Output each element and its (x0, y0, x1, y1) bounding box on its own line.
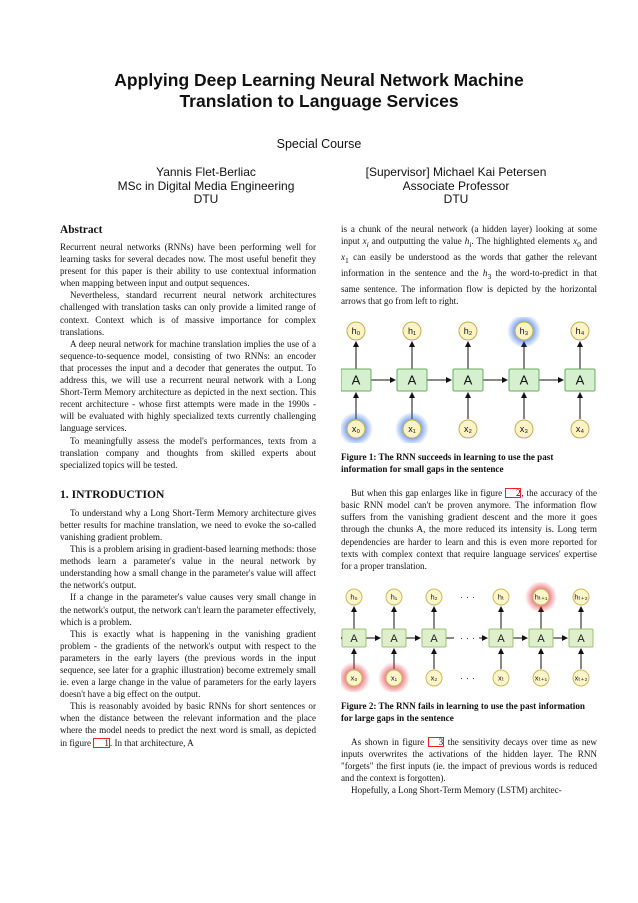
input-node-label: x₄ (575, 424, 585, 435)
output-node-label: h₃ (519, 326, 529, 337)
cell-label: A (519, 372, 529, 388)
cell-label: A (407, 372, 417, 388)
introduction-heading: 1. INTRODUCTION (60, 487, 165, 501)
input-node-label: xₜ₊₁ (534, 673, 548, 683)
right-paragraph-1 (341, 223, 597, 307)
author-block-2 (306, 166, 606, 207)
math-subscript: 3 (487, 271, 492, 281)
intro-paragraph-2: This is a problem arising in gradient-based learning methods: those methods learn a parameter's value in the neural network by understanding how a small change in the parameter's value will affect the network's output. (60, 544, 316, 591)
output-node-label: h₀ (351, 326, 361, 337)
ellipsis-dots: · · · (459, 632, 476, 644)
intro-paragraph-4: This is exactly what is happening in the vanishing gradient problem - the gradients of the network's output with respect to the parameters in the early layers (the previous words in the input sequence, see later for a graphic illustration) become extremely small ie. even a large change in the value of parameters for the early layers doesn't have a big effect on the output. (60, 628, 316, 700)
input-node-label: x₀ (350, 673, 358, 683)
ellipsis-dots: · · · (459, 672, 476, 684)
input-node-label: xₜ (498, 673, 504, 683)
intro-paragraph-5 (60, 700, 316, 748)
author-name: Yannis Flet-Berliac (156, 165, 256, 179)
ellipsis-dots: · · · (459, 591, 476, 603)
body-text: can easily be understood as the words that gather the relevant information in the sentence and the (341, 252, 597, 278)
cell-label: A (537, 632, 545, 645)
body-text: . The highlighted elements (471, 236, 574, 247)
figure-1-reference-link[interactable]: 1 (93, 738, 110, 748)
output-node-label: hₜ (497, 592, 505, 602)
input-node-label: x₂ (430, 673, 438, 683)
math-x: x (362, 236, 367, 247)
author-organization: DTU (443, 192, 469, 206)
author-organization: DTU (193, 192, 219, 206)
rnn-short-gap-diagram (341, 317, 597, 443)
output-node-label: h₀ (350, 592, 358, 602)
body-text: But when this gap enlarges like in figure (351, 488, 505, 499)
output-node-label: h₄ (575, 326, 585, 337)
cell-label: A (463, 372, 473, 388)
abstract-paragraph-3: A deep neural network for machine translation implies the use of a sequence-to-sequence model, consisting of two RNNs: an encoder that processes the input and a decoder that generates the output. To address this, we will use a recurrent neural network with a Long Short-Term Memory architecture as depicted in the next section. This recent architecture - whose first attempts were made in the 1990s - will be evaluated with highly specialized texts currently challenging language services. (60, 338, 316, 434)
cell-label: A (497, 632, 505, 645)
intro-paragraph-3: If a change in the parameter's value causes very small change in the network's output, the network can't learn the parameter effectively, which is a problem. (60, 592, 316, 627)
author-name: [Supervisor] Michael Kai Petersen (365, 165, 547, 179)
paper-title (60, 70, 578, 112)
abstract-paragraph-4: To meaningfully assess the model's performances, texts from a translation company and thoughts from skilled experts about specialized topics will be tested. (60, 435, 316, 470)
author-affiliation: MSc in Digital Media Engineering (117, 178, 295, 193)
body-text: the sensitivity decays over time as new inputs overwrites the activations of the hidden layer. The RNN "forgets" the first inputs (ie. the impact of previous words is reduced and the context is forgotten). (341, 737, 598, 784)
intro-text: . In that architecture, A (109, 737, 194, 748)
math-subscript: i (366, 239, 369, 249)
right-column (341, 223, 597, 797)
figure-2-reference-link[interactable]: 2 (505, 488, 522, 498)
body-text: As shown in figure (351, 737, 428, 748)
figure-3-reference-link[interactable]: 3 (428, 737, 445, 747)
output-node-label: h₂ (463, 326, 473, 337)
body-text: and outputting the value (368, 236, 465, 247)
output-node-label: h₁ (407, 326, 417, 337)
abstract-paragraph-2: Nevertheless, standard recurrent neural network architectures challenged with translation tasks can only provide a limited range of context. Context which is of massive importance for complex translations. (60, 290, 316, 337)
figure-1 (341, 317, 597, 443)
output-node-label: h₁ (390, 592, 398, 602)
input-node-label: x₃ (519, 424, 529, 435)
figure-2 (341, 582, 597, 692)
right-paragraph-4: Hopefully, a Long Short-Term Memory (LSTM) architec- (351, 785, 562, 796)
math-h: h (482, 267, 488, 278)
cell-label: A (430, 632, 438, 645)
math-h: h (464, 236, 470, 247)
paper-subtitle: Special Course (276, 137, 362, 151)
body-text: is a chunk of the neural network (a hidden layer) looking at some input (341, 224, 597, 247)
paper-title-line-2: Translation to Language Services (179, 91, 459, 111)
intro-text: This is reasonably avoided by basic RNNs for short sentences or when the distance between the relevant information and the place where the model needs to predict the next word is small, as depicted in figure (60, 701, 316, 748)
figure-2-caption: Figure 2: The RNN fails in learning to use the past information for large gaps in the sentence (341, 700, 585, 723)
abstract-heading: Abstract (60, 224, 103, 236)
math-subscript: i (469, 239, 472, 249)
cell-label: A (351, 372, 361, 388)
paper-title-line-1: Applying Deep Learning Neural Network Machine (114, 70, 524, 90)
cell-label: A (575, 372, 585, 388)
cell-label: A (577, 632, 585, 645)
cell-label: A (390, 632, 398, 645)
cell-label: A (350, 632, 358, 645)
math-x: x (341, 252, 346, 262)
output-node-label: hₜ₊₂ (574, 592, 588, 602)
abstract-paragraph-1: Recurrent neural networks (RNNs) have been performing well for learning tasks for several decades now. The most useful benefit they present for this paper is their ability to use contextual information when mapping between input and output sequences. (60, 242, 316, 289)
left-column (60, 222, 316, 749)
body-text: the word-to-predict in that same sentence. The information flow is depicted by the horizontal arrows that go from left to right. (341, 267, 597, 306)
right-paragraph-3 (341, 736, 597, 784)
input-node-label: x₁ (390, 673, 398, 683)
figure-1-caption: Figure 1: The RNN succeeds in learning to use the past information for small gaps in the sentence (341, 452, 554, 475)
input-node-label: x₀ (351, 424, 361, 435)
math-subscript: 0 (577, 239, 581, 249)
body-text: and (580, 236, 598, 247)
right-paragraph-2 (341, 487, 597, 572)
math-subscript: 1 (345, 255, 349, 265)
math-x: x (573, 236, 578, 247)
input-node-label: x₁ (408, 424, 416, 435)
author-affiliation: Associate Professor (402, 178, 510, 193)
body-text: , the accuracy of the basic RNN model can't be proven anymore. The information flow suffers from the vanishing gradient descent and the more it goes through the chunks A, the more reduced its intensity is. Long term dependencies are harder to learn and this is even more reported for texts with complex context that require language services' expertise for a proper translation. (341, 488, 597, 571)
input-node-label: x₂ (464, 424, 472, 435)
input-node-label: xₜ₊₂ (574, 673, 588, 683)
output-node-label: h₂ (430, 592, 438, 602)
intro-paragraph-1: To understand why a Long Short-Term Memory architecture gives better results for machine translation, we need to evoke the so-called vanishing gradient problem. (60, 507, 316, 542)
rnn-long-gap-diagram (341, 582, 597, 692)
output-node-label: hₜ₊₁ (534, 592, 548, 602)
